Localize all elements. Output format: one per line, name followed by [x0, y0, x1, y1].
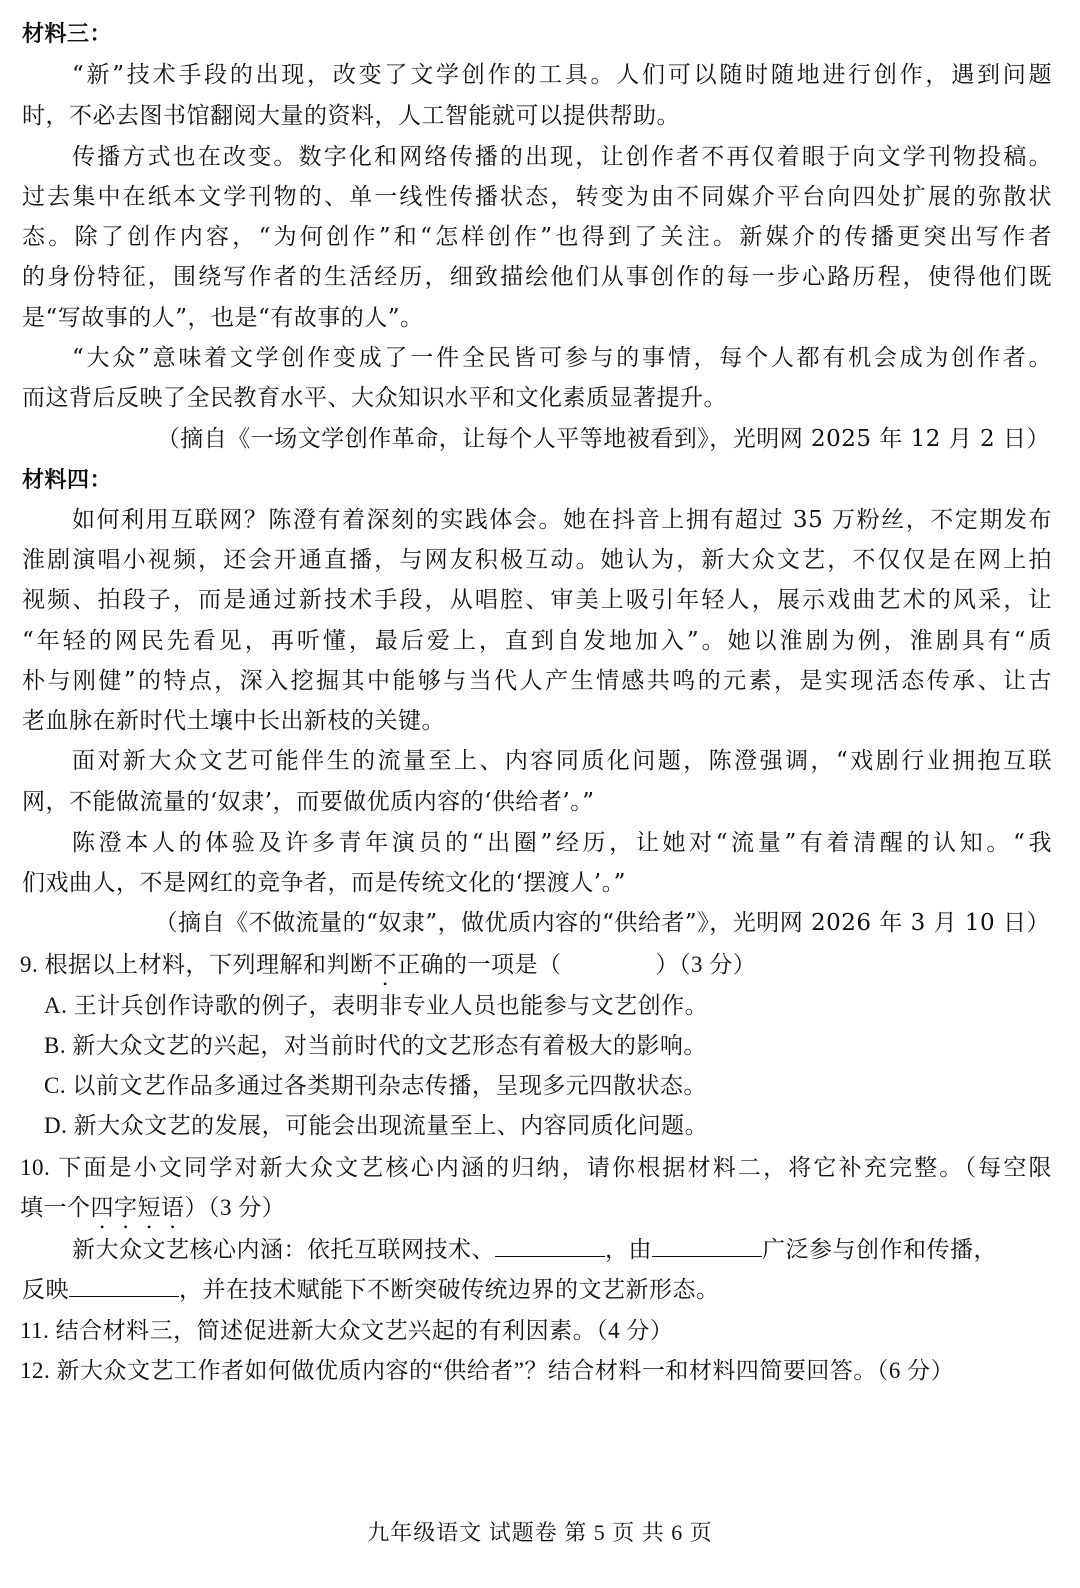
material4-line: 陈澄本人的体验及许多青年演员的“出圈”经历，让她对“流量”有着清醒的认知。“我: [72, 830, 1052, 856]
question-10-stem: 10. 下面是小文同学对新大众文艺核心内涵的归纳，请你根据材料二，将它补充完整。（每空限: [20, 1155, 1052, 1180]
material4-heading: 材料四：: [22, 468, 113, 493]
question-12: 12. 新大众文艺工作者如何做优质内容的“供给者”？结合材料一和材料四简要回答。（6 分）: [20, 1358, 955, 1383]
question-10-fill-line-1: 新大众文艺核心内涵：依托互联网技术、 ，由 广泛参与创作和传播，: [72, 1234, 1052, 1265]
material3-source: （摘自《一场文学创作革命，让每个人平等地被看到》，光明网 2025 年 12 月 2 日）: [156, 426, 1050, 452]
material3-line: 而这背后反映了全民教育水平、大众知识水平和文化素质显著提升。: [22, 385, 727, 411]
material3-line: “大众”意味着文学创作变成了一件全民皆可参与的事情，每个人都有机会成为创作者。: [72, 345, 1052, 371]
material3-line: 传播方式也在改变。数字化和网络传播的出现，让创作者不再仅着眼于向文学刊物投稿。: [72, 144, 1052, 170]
material3-heading: 材料三：: [22, 22, 113, 47]
question-9-option-a: A. 王计兵创作诗歌的例子，表明非专业人员也能参与文艺创作。: [44, 993, 709, 1018]
material4-line: “年轻的网民先看见，再听懂，最后爱上，直到自发地加入”。她以淮剧为例，淮剧具有“质: [22, 628, 1052, 654]
material4-line: 面对新大众文艺可能伴生的流量至上、内容同质化问题，陈澄强调，“戏剧行业拥抱互联: [72, 748, 1052, 774]
answer-blank-3[interactable]: [69, 1274, 179, 1297]
question-10-stem-cont: 填一个四字短语）（3 分）: [20, 1195, 286, 1220]
question-11: 11. 结合材料三，简述促进新大众文艺兴起的有利因素。（4 分）: [20, 1318, 674, 1343]
material4-line: 朴与刚健”的特点，深入挖掘其中能够与当代人产生情感共鸣的元素，是实现活态传承、让古: [22, 668, 1052, 694]
material3-line: 是“写故事的人”，也是“有故事的人”。: [22, 305, 424, 331]
emphasis-mark: 四字短语: [90, 1195, 185, 1220]
material4-line: 网，不能做流量的‘奴隶’，而要做优质内容的‘供给者’。”: [22, 789, 595, 815]
material4-line: 如何利用互联网？陈澄有着深刻的实践体会。她在抖音上拥有超过 35 万粉丝，不定期发布: [72, 507, 1052, 533]
question-9-option-b: B. 新大众文艺的兴起，对当前时代的文艺形态有着极大的影响。: [44, 1033, 707, 1058]
question-9-stem: 9. 根据以上材料，下列理解和判断不正确的一项是（ ）（3 分）: [20, 952, 757, 977]
material3-line: 时，不必去图书馆翻阅大量的资料，人工智能就可以提供帮助。: [22, 103, 680, 129]
answer-blank-2[interactable]: [652, 1234, 762, 1257]
material3-line: 的身份特征，围绕写作者的生活经历，细致描绘他们从事创作的每一步心路历程，使得他们既: [22, 264, 1052, 290]
material4-source: （摘自《不做流量的“奴隶”，做优质内容的“供给者”》，光明网 2026 年 3 月 10 日）: [154, 910, 1050, 936]
page-footer: 九年级语文 试题卷 第 5 页 共 6 页: [367, 1520, 713, 1545]
question-10-fill-line-2: 反映 ，并在技术赋能下不断突破传统边界的文艺新形态。: [22, 1274, 1052, 1305]
answer-blank-1[interactable]: [495, 1234, 605, 1257]
material3-line: 过去集中在纸本文学刊物的、单一线性传播状态，转变为由不同媒介平台向四处扩展的弥散状: [22, 184, 1052, 210]
question-9-option-c: C. 以前文艺作品多通过各类期刊杂志传播，呈现多元四散状态。: [44, 1073, 707, 1098]
material4-line: 老血脉在新时代土壤中长出新枝的关键。: [22, 708, 445, 734]
emphasis-mark: 不: [373, 952, 397, 977]
material3-line: “新”技术手段的出现，改变了文学创作的工具。人们可以随时随地进行创作，遇到问题: [72, 62, 1052, 88]
material4-line: 淮剧演唱小视频，还会开通直播，与网友积极互动。她认为，新大众文艺，不仅仅是在网上拍: [22, 547, 1052, 573]
question-9-option-d: D. 新大众文艺的发展，可能会出现流量至上、内容同质化问题。: [44, 1113, 709, 1138]
material4-line: 们戏曲人，不是网红的竞争者，而是传统文化的‘摆渡人’。”: [22, 870, 626, 896]
material3-line: 态。除了创作内容，“为何创作”和“怎样创作”也得到了关注。新媒介的传播更突出写作者: [22, 224, 1052, 250]
material4-line: 视频、拍段子，而是通过新技术手段，从唱腔、审美上吸引年轻人，展示戏曲艺术的风采，让: [22, 587, 1052, 613]
